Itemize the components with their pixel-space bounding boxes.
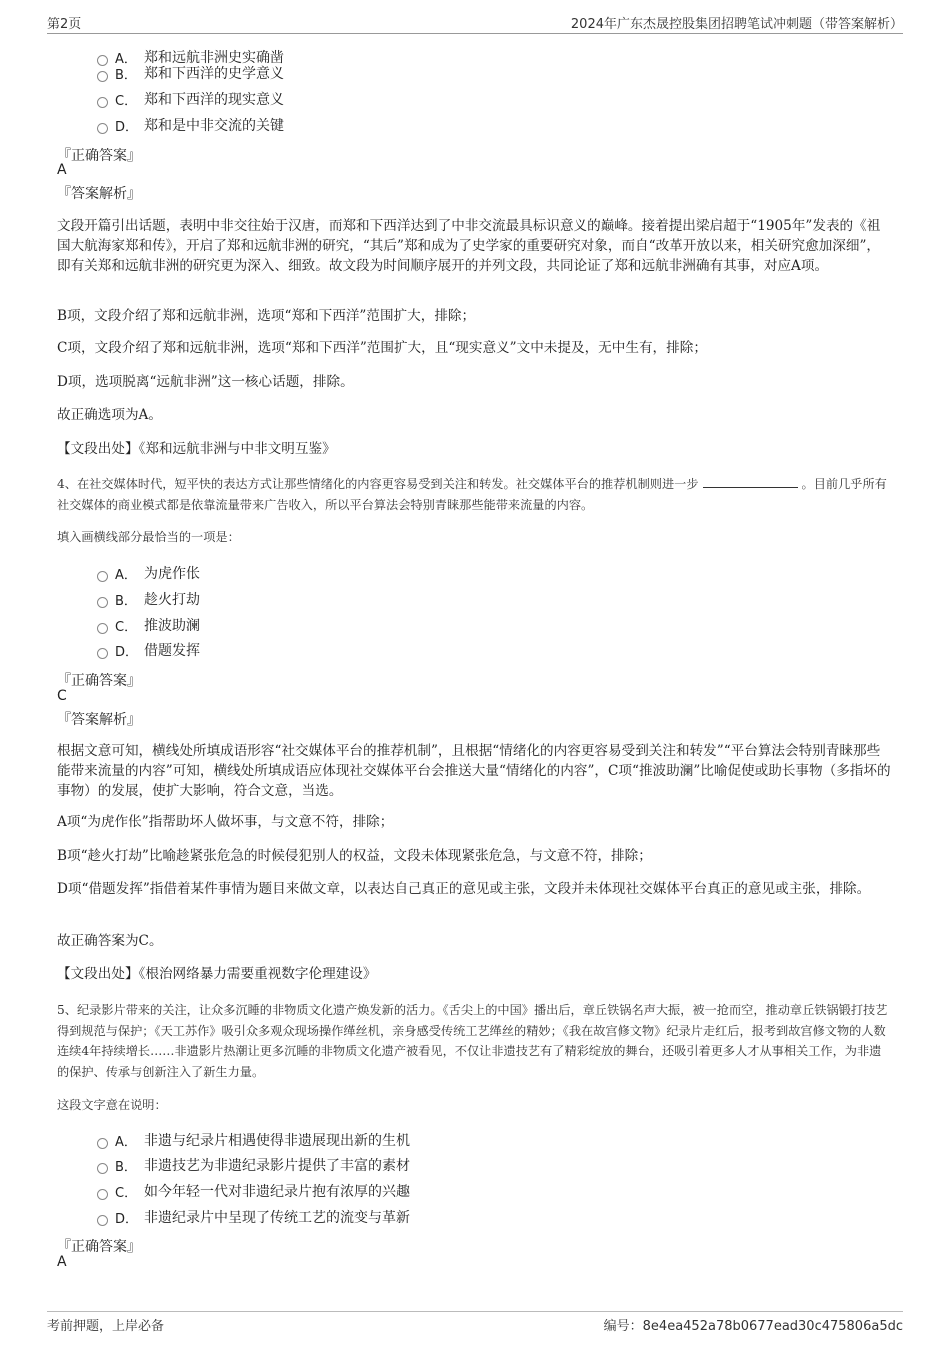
q4-analysis-paragraph: A项“为虎作伥”指帮助坏人做坏事，与文意不符，排除； (57, 814, 394, 830)
radio-icon[interactable] (97, 123, 108, 134)
q3-answer-label: 『正确答案』 (57, 148, 141, 164)
q4-prompt: 填入画横线部分最恰当的一项是： (57, 530, 240, 544)
q5-option-a[interactable]: A． 非遗与纪录片相遇使得非遗展现出新的生机 (97, 1130, 410, 1150)
q3-analysis-paragraph: C项，文段介绍了郑和远航非洲，选项“郑和下西洋”范围扩大，且“现实意义”文中未提及，无中生有，排除； (57, 340, 707, 356)
q4-analysis-paragraph: B项“趁火打劫”比喻趁紧张危急的时候侵犯别人的权益，文段未体现紧张危急，与文意不符，排除； (57, 848, 652, 864)
q3-analysis-paragraph: B项，文段介绍了郑和远航非洲，选项“郑和下西洋”范围扩大，排除； (57, 308, 476, 324)
fill-blank (703, 476, 798, 488)
q4-analysis-paragraph: 根据文意可知，横线处所填成语形容“社交媒体平台的推荐机制”，且根据“情绪化的内容更容易受到关注和转发”“平台算法会特别青睐那些能带来流量的内容”可知，横线处所填成语应体现社交媒体平台会推送大量“情绪化的内容”，C项“推波助澜”比喻促使或助长事物（多指坏的事物）的发展，使扩大影响，符合文意，当选。 (57, 743, 891, 799)
q5-option-d[interactable]: D． 非遗纪录片中呈现了传统工艺的流变与革新 (97, 1207, 410, 1227)
q3-option-b[interactable]: B． 郑和下西洋的史学意义 (97, 63, 284, 83)
q3-analysis-conclusion: 故正确选项为A。 (57, 407, 162, 423)
q3-source: 【文段出处】《郑和远航非洲与中非文明互鉴》 (57, 441, 336, 457)
radio-icon[interactable] (97, 1163, 108, 1174)
q4-analysis-paragraph: D项“借题发挥”指借着某件事情为题目来做文章，以表达自己真正的意见或主张，文段并未体现社交媒体平台真正的意见或主张，排除。 (57, 881, 871, 897)
q3-analysis-label: 『答案解析』 (57, 186, 141, 202)
q4-answer: C (57, 688, 67, 704)
radio-icon[interactable] (97, 1215, 108, 1226)
radio-icon[interactable] (97, 97, 108, 108)
radio-icon[interactable] (97, 1189, 108, 1200)
q3-option-d[interactable]: D． 郑和是中非交流的关键 (97, 115, 284, 135)
q5-answer: A (57, 1254, 67, 1270)
page-header (47, 12, 903, 34)
q4-source: 【文段出处】《根治网络暴力需要重视数字伦理建设》 (57, 966, 377, 982)
radio-icon[interactable] (97, 648, 108, 659)
q5-stem: 5、纪录影片带来的关注，让众多沉睡的非物质文化遗产焕发新的活力。《舌尖上的中国》播出后，章丘铁锅名声大振，被一抢而空，推动章丘铁锅锻打技艺得到规范与保护；《天工苏作》吸引众多观众现场操作缂丝机，亲身感受传统工艺缂丝的精妙；《我在故宫修文物》纪录片走红后，报考到故宫修文物的人数连续4年持续增长……非遗影片热潮让更多沉睡的非物质文化遗产被看见，不仅让非遗技艺有了精彩绽放的舞台，还吸引着更多人才从事相关工作，为非遗的保护、传承与创新注入了新生力量。 (57, 1003, 888, 1079)
radio-icon[interactable] (97, 1138, 108, 1149)
q4-analysis-label: 『答案解析』 (57, 712, 141, 728)
q5-prompt: 这段文字意在说明： (57, 1098, 167, 1112)
radio-icon[interactable] (97, 597, 108, 608)
page-footer (47, 1311, 903, 1337)
q3-analysis-paragraph: 文段开篇引出话题，表明中非交往始于汉唐，而郑和下西洋达到了中非交流最具标识意义的巅峰。接着提出梁启超于“1905年”发表的《祖国大航海家郑和传》，开启了郑和远航非洲的研究，“其后”郑和成为了史学家的重要研究对象，而自“改革开放以来，相关研究愈加深细”，即有关郑和远航非洲的研究更为深入、细致。故文段为时间顺序展开的并列文段，共同论证了郑和远航非洲确有其事，对应A项。 (57, 218, 881, 274)
q3-analysis-paragraph: D项，选项脱离“远航非洲”这一核心话题，排除。 (57, 374, 354, 390)
q5-answer-label: 『正确答案』 (57, 1239, 141, 1255)
q4-option-a[interactable]: A． 为虎作伥 (97, 563, 200, 583)
q3-answer: A (57, 162, 67, 178)
radio-icon[interactable] (97, 623, 108, 634)
radio-icon[interactable] (97, 571, 108, 582)
q4-option-c[interactable]: C． 推波助澜 (97, 615, 200, 635)
footer-slogan: 考前押题，上岸必备 (47, 1319, 165, 1334)
q4-analysis-conclusion: 故正确答案为C。 (57, 933, 163, 949)
q4-option-d[interactable]: D． 借题发挥 (97, 640, 200, 660)
document-code: 编号：8e4ea452a78b0677ead30c475806a5dc (603, 1319, 903, 1334)
q4-stem: 4、在社交媒体时代，短平快的表达方式让那些情绪化的内容更容易受到关注和转发。社交媒体平台的推荐机制则进一步 。目前几乎所有社交媒体的商业模式都是依靠流量带来广告收入，所以平台算法会特别青睐那些能带来流量的内容。 (57, 477, 887, 512)
q3-option-c[interactable]: C． 郑和下西洋的现实意义 (97, 89, 284, 109)
q3-option-a[interactable]: A． 郑和远航非洲史实确凿 (97, 47, 284, 67)
q5-option-b[interactable]: B． 非遗技艺为非遗纪录影片提供了丰富的素材 (97, 1155, 410, 1175)
radio-icon[interactable] (97, 71, 108, 82)
document-title: 2024年广东杰晟控股集团招聘笔试冲刺题（带答案解析） (570, 17, 903, 32)
q4-option-b[interactable]: B． 趁火打劫 (97, 589, 200, 609)
q4-answer-label: 『正确答案』 (57, 673, 141, 689)
q5-option-c[interactable]: C． 如今年轻一代对非遗纪录片抱有浓厚的兴趣 (97, 1181, 410, 1201)
page-number: 第2页 (47, 17, 82, 32)
